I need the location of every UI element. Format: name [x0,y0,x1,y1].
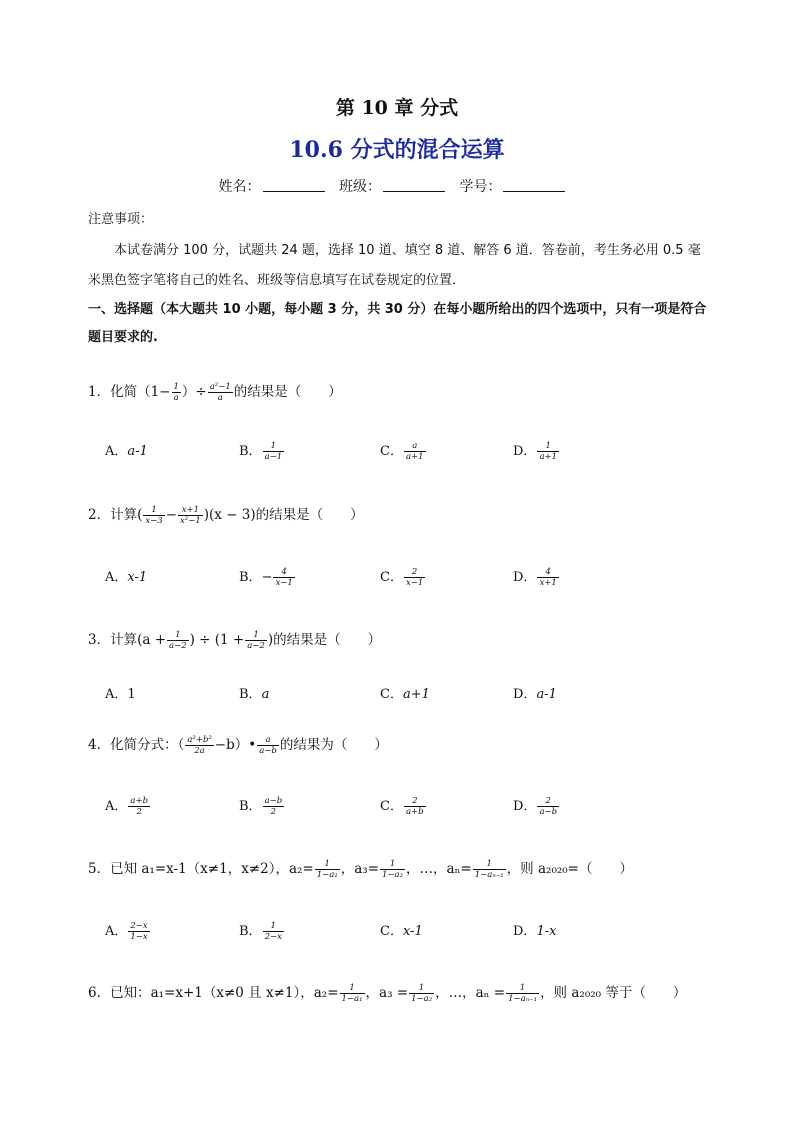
option-value: x-1 [402,924,423,939]
option-value: a+1 [402,687,430,702]
option-value: a-1 [127,444,148,459]
option-value: a [261,687,270,702]
fraction [537,567,558,588]
stem-text: ，…，aₙ = [435,985,506,1001]
denominator: a−b [259,746,277,756]
fraction [178,505,203,526]
numerator: 1 [537,441,559,452]
option-letter: C． [380,687,403,702]
option-b[interactable] [239,683,269,702]
option-letter: D． [513,687,537,702]
fraction [506,983,539,1004]
option-letter: C． [380,799,403,814]
numerator: a [257,735,279,746]
question-number: 3． [88,632,111,648]
option-letter: B． [239,799,262,814]
fraction [473,859,506,880]
option-letter: D． [513,444,537,459]
fraction [263,796,285,817]
numerator: 2 [537,796,559,807]
class-blank[interactable] [383,179,445,192]
question-6 [88,981,728,1004]
option-b[interactable] [239,566,296,588]
fraction [404,567,425,588]
numerator: 1 [143,505,164,516]
numerator: 1 [263,921,284,932]
question-3-options [105,683,725,709]
stem-text: )的结果是（ ） [267,632,382,648]
fraction [245,630,267,651]
option-d[interactable] [513,683,557,702]
fraction [257,735,279,756]
fraction [537,796,559,817]
numerator: a−b [264,796,283,806]
option-c[interactable] [380,920,423,939]
numerator: 1 [380,859,405,870]
denominator: 1−a₂ [382,870,404,880]
numerator: 1 [506,983,539,994]
fraction [185,735,213,756]
fraction [404,441,426,462]
option-value: a-1 [536,687,557,702]
option-a[interactable] [105,683,136,702]
denominator: 1−aₙ₋₁ [474,870,504,880]
option-c[interactable] [380,795,427,817]
option-c[interactable] [380,566,426,588]
chapter-title: 第 10 章 分式 [335,97,459,119]
question-5 [88,857,728,880]
option-value: x-1 [127,570,148,585]
option-d[interactable] [513,920,556,939]
numerator: a²+b² [187,735,212,745]
question-3 [88,628,728,651]
numerator: a+b [130,796,149,806]
numerator: 4 [537,567,558,578]
option-a[interactable] [105,920,151,942]
stem-text: ，则 a₂₀₂₀ 等于（ ） [540,985,687,1001]
stem-text: 已知 a₁=x-1（x≠1，x≠2），a₂= [110,861,314,877]
name-label: 姓名： [218,179,261,195]
denominator: a+1 [405,452,424,462]
option-letter: A． [105,924,128,939]
stem-text: − [165,507,178,523]
option-b[interactable] [239,440,285,462]
denominator: 1−aₙ₋₁ [508,994,538,1004]
denominator: x²−1 [180,516,201,526]
numerator: 1 [167,630,189,641]
option-letter: C． [380,570,403,585]
fraction [315,859,340,880]
numerator: 1 [263,441,285,452]
denominator: a−2 [247,641,265,651]
name-blank[interactable] [263,179,325,192]
option-letter: A． [105,687,128,702]
section-title: 10.6 分式的混合运算 [289,137,505,163]
fraction [208,382,233,403]
question-number: 4． [88,737,111,753]
numerator: 1 [409,983,434,994]
denominator: 1−x [130,932,148,942]
question-number: 1． [88,384,111,400]
numerator: a²−1 [209,382,231,392]
question-number: 6． [88,985,111,1001]
option-letter: B． [239,687,262,702]
fraction [263,921,284,942]
fraction [340,983,365,1004]
question-1 [88,380,728,403]
class-label: 班级： [339,179,381,195]
denominator: x+1 [539,578,557,588]
option-letter: A． [105,570,128,585]
numerator: 1 [315,859,340,870]
denominator: a [217,393,223,403]
numerator: 4 [273,567,294,578]
denominator: 2−x [264,932,282,942]
fraction [143,505,164,526]
denominator: a−2 [169,641,187,651]
option-letter: C． [380,444,403,459]
question-2 [88,503,728,526]
question-4 [88,733,728,756]
denominator: 1−a₁ [316,870,338,880]
fraction [263,441,285,462]
denominator: 2 [136,807,142,817]
option-value: 1 [127,687,136,702]
stem-text: ）÷ [181,384,207,400]
numerator: 1 [245,630,267,641]
id-label: 学号： [459,179,502,195]
numerator: 1 [173,382,179,392]
fraction [537,441,559,462]
stem-text: )(x − 3)的结果是（ ） [203,507,364,523]
denominator: 2 [270,807,277,817]
option-letter: D． [513,799,537,814]
option-letter: D． [513,570,537,585]
denominator: a+b [405,807,424,817]
stem-text: 化简分式：（ [110,737,185,753]
denominator: 2a [194,746,205,756]
denominator: a+1 [539,452,558,462]
denominator: 1−a₁ [341,994,363,1004]
stem-text: −b）• [214,737,257,753]
numerator: 2 [404,796,426,807]
numerator: 1 [340,983,365,994]
option-a[interactable] [105,566,147,585]
option-d[interactable] [513,566,560,588]
denominator: x−1 [275,578,293,588]
stem-text: ，a₃ = [365,985,409,1001]
question-2-options [105,566,725,592]
option-letter: D． [513,924,537,939]
question-4-options [105,795,725,821]
option-letter: B． [239,924,262,939]
question-number: 2． [88,507,111,523]
option-letter: B． [239,570,262,585]
question-1-options [105,440,725,466]
fraction [167,630,189,651]
option-b[interactable] [239,920,285,942]
fraction [128,796,150,817]
numerator: 2 [404,567,425,578]
denominator: x−3 [145,516,163,526]
stem-text: ，a₃= [340,861,380,877]
fraction [172,382,181,403]
option-d[interactable] [513,440,560,462]
denominator: a−1 [264,452,283,462]
option-a[interactable] [105,795,151,817]
option-c[interactable] [380,440,427,462]
denominator: a−b [539,807,558,817]
stem-text: 已知：a₁=x+1（x≠0 且 x≠1），a₂= [110,985,339,1001]
stem-text: ) ÷ (1 + [189,632,245,648]
question-number: 5． [88,861,111,877]
option-letter: A． [105,444,128,459]
option-letter: B． [239,444,262,459]
denominator: x−1 [405,578,424,588]
option-b[interactable] [239,795,285,817]
stem-text: ，则 a₂₀₂₀=（ ） [506,861,633,877]
id-blank[interactable] [503,179,565,192]
fraction [273,567,294,588]
numerator: 1 [473,859,506,870]
notice-label: 注意事项： [88,212,154,227]
option-letter: A． [105,799,128,814]
option-value: 1-x [536,924,557,939]
option-c[interactable] [380,683,430,702]
option-letter: C． [380,924,403,939]
stem-text: 的结果是（ ） [233,384,342,400]
part-one-heading: 一、选择题（本大题共 10 小题，每小题 3 分，共 30 分）在每小题所给出的四个选项中，只有一项是符合题目要求的. [88,302,707,345]
stem-text: 计算(a + [110,632,167,648]
denominator: 1−a₂ [411,994,433,1004]
fraction [409,983,434,1004]
fraction [128,921,149,942]
stem-text: 化简（1− [110,384,171,400]
denominator: a [173,393,179,403]
option-d[interactable] [513,795,560,817]
option-a[interactable] [105,440,148,459]
numerator: x+1 [178,505,203,516]
question-5-options [105,920,725,946]
numerator: 2−x [130,921,148,931]
fraction [380,859,405,880]
notice-text: 本试卷满分 100 分，试题共 24 题，选择 10 道、填空 8 道、解答 6 道．答卷前，考生务必用 0.5 毫米黑色签字笔将自己的姓名、班级等信息填写在试卷规定的位置． [88,243,701,288]
stem-text: 的结果为（ ） [279,737,388,753]
stem-text: ，…，aₙ= [406,861,472,877]
stem-text: 计算( [110,507,143,523]
minus-sign: − [261,570,273,585]
student-info-line [0,176,794,196]
fraction [404,796,426,817]
numerator: a [404,441,426,452]
